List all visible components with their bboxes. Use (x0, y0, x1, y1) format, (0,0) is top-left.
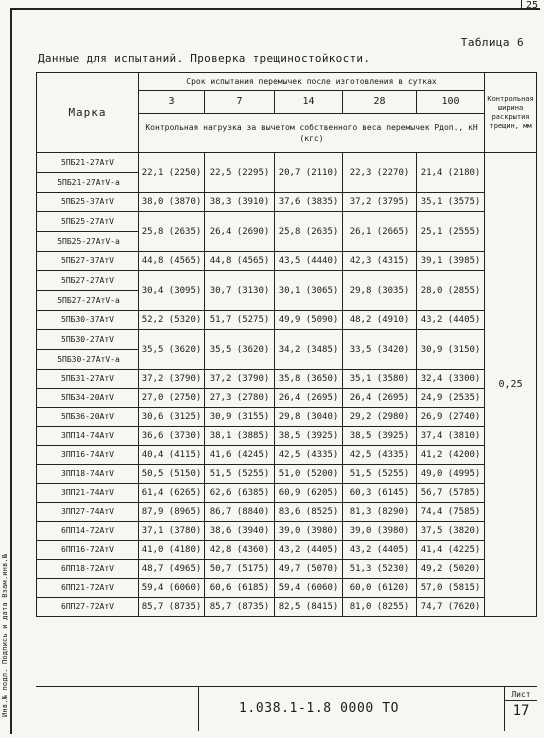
header-day: 100 (417, 91, 485, 114)
header-day: 28 (343, 91, 417, 114)
load-value: 35,1 (3580) (343, 370, 417, 389)
mark-label: 5ПБ27-27АтV-а (37, 290, 138, 310)
load-value: 49,0 (4995) (417, 465, 485, 484)
load-value: 41,4 (4225) (417, 541, 485, 560)
mark-label: 5ПБ30-37АтV (37, 311, 139, 330)
table-body (37, 153, 537, 617)
mark-cell (37, 271, 139, 311)
table-row (37, 503, 537, 522)
load-value: 49,7 (5070) (275, 560, 343, 579)
load-value: 85,7 (8735) (139, 598, 205, 617)
load-value: 37,6 (3835) (275, 193, 343, 212)
load-value: 60,3 (6145) (343, 484, 417, 503)
load-value: 35,8 (3650) (275, 370, 343, 389)
load-value: 27,0 (2750) (139, 389, 205, 408)
load-value: 29,8 (3035) (343, 271, 417, 311)
mark-label: 6ПП16-72АтV (37, 541, 139, 560)
mark-label: 6ПП21-72АтV (37, 579, 139, 598)
mark-label: 5ПБ25-37АтV (37, 193, 139, 212)
table-row (37, 370, 537, 389)
load-value: 30,1 (3065) (275, 271, 343, 311)
load-value: 48,7 (4965) (139, 560, 205, 579)
load-value: 44,8 (4565) (205, 252, 275, 271)
load-value: 50,7 (5175) (205, 560, 275, 579)
load-value: 51,5 (5255) (205, 465, 275, 484)
header-marka: Марка (37, 73, 139, 153)
load-value: 27,3 (2780) (205, 389, 275, 408)
load-value: 29,8 (3040) (275, 408, 343, 427)
load-value: 51,5 (5255) (343, 465, 417, 484)
load-value: 32,4 (3300) (417, 370, 485, 389)
load-value: 49,9 (5090) (275, 311, 343, 330)
mark-label: 3ПП16-74АтV (37, 446, 139, 465)
load-value: 37,5 (3820) (417, 522, 485, 541)
mark-label: 6ПП27-72АтV (37, 598, 139, 617)
load-value: 22,3 (2270) (343, 153, 417, 193)
load-value: 38,0 (3870) (139, 193, 205, 212)
load-value: 41,6 (4245) (205, 446, 275, 465)
load-value: 62,6 (6385) (205, 484, 275, 503)
load-value: 25,8 (2635) (275, 212, 343, 252)
load-value: 59,4 (6060) (139, 579, 205, 598)
load-value: 34,2 (3485) (275, 330, 343, 370)
load-value: 43,2 (4405) (343, 541, 417, 560)
load-value: 44,8 (4565) (139, 252, 205, 271)
load-value: 38,1 (3885) (205, 427, 275, 446)
table-row (37, 389, 537, 408)
header-crack-width: Контрольная ширина раскрытия трещин, мм (485, 73, 537, 153)
load-value: 51,7 (5275) (205, 311, 275, 330)
table-row (37, 427, 537, 446)
sheet-box (504, 687, 537, 731)
load-value: 51,3 (5230) (343, 560, 417, 579)
table-row (37, 484, 537, 503)
table-row (37, 522, 537, 541)
table-row (37, 153, 537, 193)
load-value: 43,2 (4405) (275, 541, 343, 560)
load-value: 26,4 (2690) (205, 212, 275, 252)
load-value: 41,2 (4200) (417, 446, 485, 465)
load-value: 41,0 (4180) (139, 541, 205, 560)
side-labels: Инв.№ подл. Подпись и дата Взам.инв.№ (1, 553, 9, 717)
mark-label: 5ПБ31-27АтV (37, 370, 139, 389)
mark-label: 5ПБ27-37АтV (37, 252, 139, 271)
sheet-label: Лист (505, 689, 537, 701)
load-value: 59,4 (6060) (275, 579, 343, 598)
load-value: 21,4 (2180) (417, 153, 485, 193)
mark-label: 5ПБ34-20АтV (37, 389, 139, 408)
load-value: 35,5 (3620) (205, 330, 275, 370)
title-block (198, 686, 537, 731)
load-value: 20,7 (2110) (275, 153, 343, 193)
load-value: 87,9 (8965) (139, 503, 205, 522)
load-value: 40,4 (4115) (139, 446, 205, 465)
load-value: 25,8 (2635) (139, 212, 205, 252)
load-value: 42,3 (4315) (343, 252, 417, 271)
load-value: 39,1 (3985) (417, 252, 485, 271)
mark-label: 5ПБ30-27АтV (61, 335, 114, 344)
mark-label: 5ПБ21-27АтV (61, 158, 114, 167)
corner-divider (521, 0, 522, 10)
load-value: 43,5 (4440) (275, 252, 343, 271)
load-value: 30,4 (3095) (139, 271, 205, 311)
header-day: 7 (205, 91, 275, 114)
stamp-left (36, 686, 198, 731)
table-row (37, 446, 537, 465)
load-value: 33,5 (3420) (343, 330, 417, 370)
load-value: 24,9 (2535) (417, 389, 485, 408)
table-row (37, 311, 537, 330)
load-value: 49,2 (5020) (417, 560, 485, 579)
load-value: 85,7 (8735) (205, 598, 275, 617)
load-value: 38,3 (3910) (205, 193, 275, 212)
mark-label: 5ПБ25-27АтV (61, 217, 114, 226)
document-code: 1.038.1-1.8 0000 ТО (239, 701, 400, 716)
table-row (37, 408, 537, 427)
mark-label: 6ПП14-72АтV (37, 522, 139, 541)
load-value: 48,2 (4910) (343, 311, 417, 330)
table-row (37, 330, 537, 370)
load-value: 30,9 (3150) (417, 330, 485, 370)
load-value: 22,5 (2295) (205, 153, 275, 193)
mark-label: 5ПБ25-27АтV-а (37, 231, 138, 251)
mark-label: 5ПБ21-27АтV-а (37, 172, 138, 192)
table-row (37, 541, 537, 560)
sheet-number: 17 (512, 703, 530, 719)
load-value: 26,1 (2665) (343, 212, 417, 252)
mark-label: 5ПБ36-20АтV (37, 408, 139, 427)
load-value: 30,7 (3130) (205, 271, 275, 311)
load-value: 51,0 (5200) (275, 465, 343, 484)
load-value: 26,4 (2695) (275, 389, 343, 408)
mark-label: 5ПБ27-27АтV (61, 276, 114, 285)
load-value: 60,6 (6185) (205, 579, 275, 598)
load-value: 35,1 (3575) (417, 193, 485, 212)
header-load: Контрольная нагрузка за вычетом собственного веса перемычек Pдоп., кН (кгс) (139, 114, 485, 153)
load-value: 26,9 (2740) (417, 408, 485, 427)
load-value: 83,6 (8525) (275, 503, 343, 522)
corner-number: 25 (525, 0, 538, 11)
load-value: 81,0 (8255) (343, 598, 417, 617)
load-value: 37,2 (3795) (343, 193, 417, 212)
load-value: 22,1 (2250) (139, 153, 205, 193)
load-value: 42,5 (4335) (275, 446, 343, 465)
table-row (37, 598, 537, 617)
table-row (37, 465, 537, 484)
table-row (37, 212, 537, 252)
load-value: 74,4 (7585) (417, 503, 485, 522)
load-value: 28,0 (2855) (417, 271, 485, 311)
table-label: Таблица 6 (460, 36, 524, 49)
table-row (37, 252, 537, 271)
load-value: 74,7 (7620) (417, 598, 485, 617)
mark-label: 3ПП14-74АтV (37, 427, 139, 446)
load-value: 57,0 (5815) (417, 579, 485, 598)
mark-label: 3ПП18-74АтV (37, 465, 139, 484)
header-day: 14 (275, 91, 343, 114)
load-value: 37,2 (3790) (205, 370, 275, 389)
load-value: 26,4 (2695) (343, 389, 417, 408)
load-value: 30,6 (3125) (139, 408, 205, 427)
load-value: 86,7 (8840) (205, 503, 275, 522)
load-value: 61,4 (6265) (139, 484, 205, 503)
load-value: 37,1 (3780) (139, 522, 205, 541)
load-value: 42,8 (4360) (205, 541, 275, 560)
header-day: 3 (139, 91, 205, 114)
mark-label: 3ПП27-74АтV (37, 503, 139, 522)
load-value: 30,9 (3155) (205, 408, 275, 427)
load-value: 29,2 (2980) (343, 408, 417, 427)
load-value: 50,5 (5150) (139, 465, 205, 484)
load-value: 38,5 (3925) (275, 427, 343, 446)
load-value: 39,0 (3980) (343, 522, 417, 541)
mark-label: 5ПБ30-27АтV-а (37, 349, 138, 369)
header-period: Срок испытания перемычек после изготовления в сутках (139, 73, 485, 91)
table-row (37, 271, 537, 311)
mark-cell (37, 212, 139, 252)
load-value: 56,7 (5785) (417, 484, 485, 503)
table-row (37, 193, 537, 212)
load-value: 38,6 (3940) (205, 522, 275, 541)
crack-width-value: 0,25 (485, 153, 537, 617)
mark-cell (37, 153, 139, 193)
mark-label: 6ПП18-72АтV (37, 560, 139, 579)
table-row (37, 579, 537, 598)
load-value: 25,1 (2555) (417, 212, 485, 252)
mark-label: 3ПП21-74АтV (37, 484, 139, 503)
load-value: 38,5 (3925) (343, 427, 417, 446)
load-value: 52,2 (5320) (139, 311, 205, 330)
load-value: 81,3 (8290) (343, 503, 417, 522)
load-value: 82,5 (8415) (275, 598, 343, 617)
load-value: 43,2 (4405) (417, 311, 485, 330)
page-title: Данные для испытаний. Проверка трещиностойкости. (38, 52, 371, 65)
load-value: 37,4 (3810) (417, 427, 485, 446)
load-value: 37,2 (3790) (139, 370, 205, 389)
load-value: 36,6 (3730) (139, 427, 205, 446)
load-value: 42,5 (4335) (343, 446, 417, 465)
load-value: 39,0 (3980) (275, 522, 343, 541)
table-row (37, 560, 537, 579)
data-table (36, 72, 537, 617)
load-value: 35,5 (3620) (139, 330, 205, 370)
load-value: 60,0 (6120) (343, 579, 417, 598)
load-value: 60,9 (6205) (275, 484, 343, 503)
mark-cell (37, 330, 139, 370)
